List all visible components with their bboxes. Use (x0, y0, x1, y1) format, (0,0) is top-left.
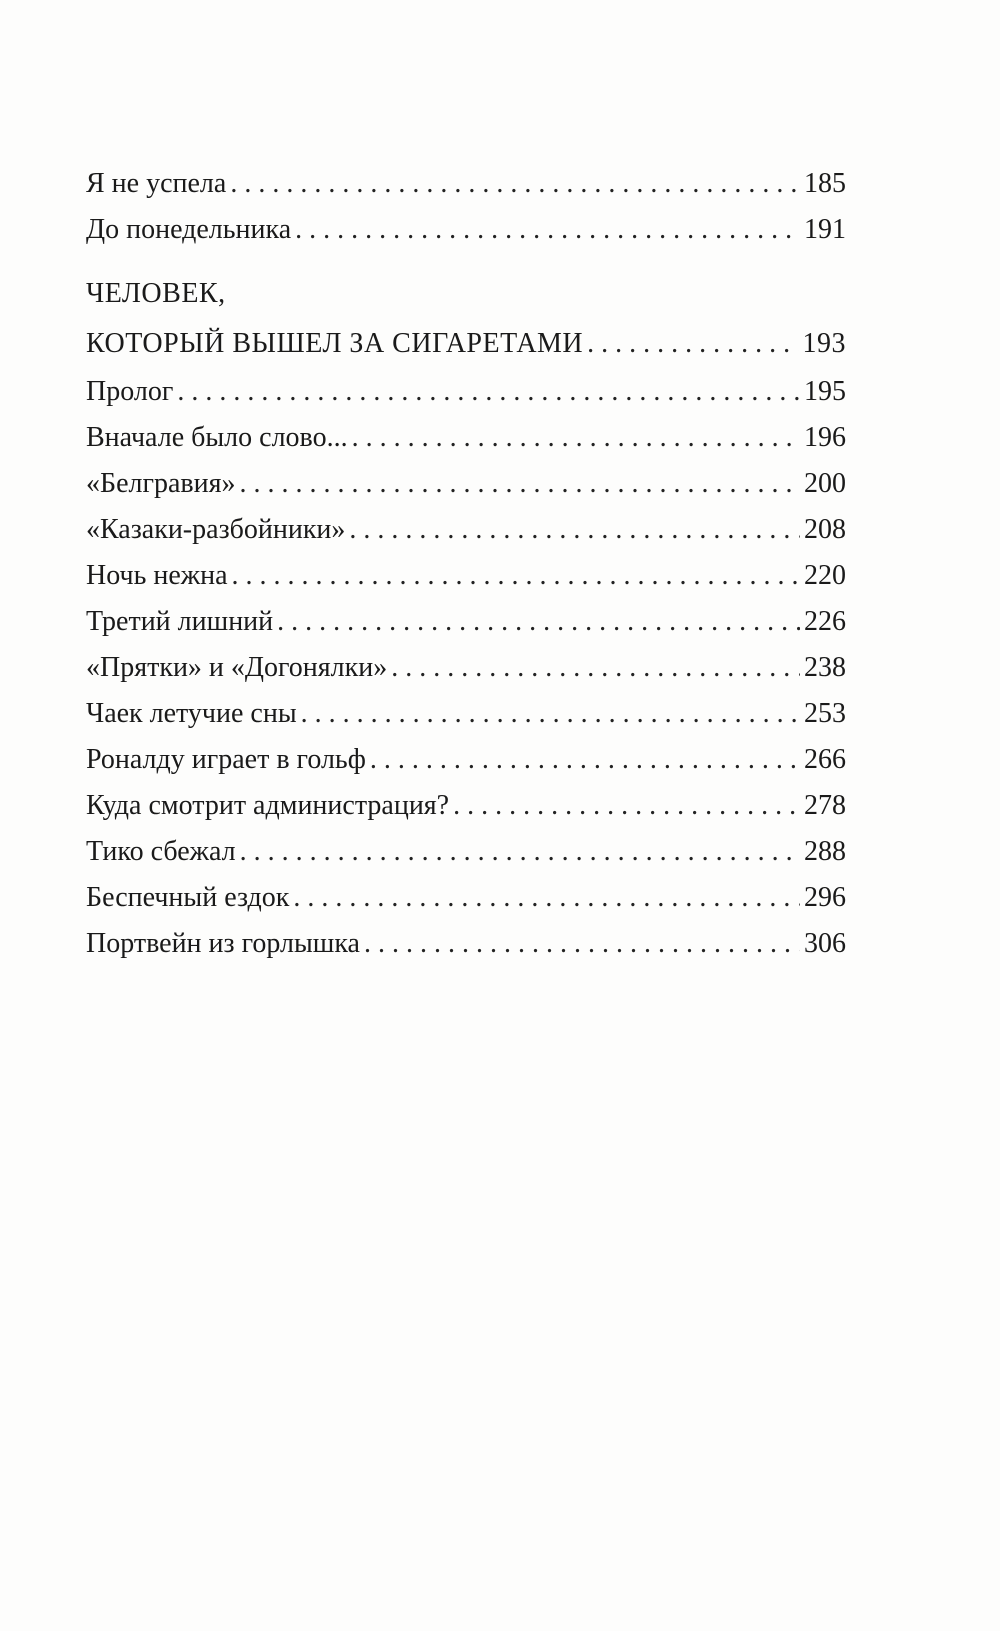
toc-entry-page: 296 (804, 882, 846, 913)
toc-entry-page: 266 (804, 744, 846, 775)
toc-entry (86, 378, 846, 424)
toc-entry-title: Портвейн из горлышка (86, 928, 360, 959)
dot-leader (232, 562, 800, 590)
toc-entry-page: 253 (804, 698, 846, 729)
dot-leader (293, 884, 800, 912)
dot-leader (352, 424, 800, 452)
toc-entry-title: Ночь нежна (86, 560, 228, 591)
section-heading-page: 193 (802, 328, 846, 359)
toc-entry (86, 424, 846, 470)
dot-leader (240, 838, 800, 866)
toc-entry-title: Чаек летучие сны (86, 698, 297, 729)
toc-entry-page: 238 (804, 652, 846, 683)
toc-entry-title: Третий лишний (86, 606, 274, 637)
section-heading-title: КОТОРЫЙ ВЫШЕЛ ЗА СИГАРЕТАМИ (86, 328, 584, 359)
toc-entry (86, 746, 846, 792)
toc-entry-title: «Казаки-разбойники» (86, 514, 346, 545)
table-of-contents-top (86, 170, 846, 262)
dot-leader (349, 516, 800, 544)
table-of-contents-section (86, 280, 846, 976)
toc-entry (86, 884, 846, 930)
dot-leader (587, 330, 798, 358)
toc-entry (86, 838, 846, 884)
toc-entry-page: 200 (804, 468, 846, 499)
dot-leader (295, 216, 800, 244)
section-heading-entry (86, 330, 846, 378)
toc-entry-title: Беспечный ездок (86, 882, 290, 913)
toc-entry (86, 654, 846, 700)
toc-entry-title: «Прятки» и «Догонялки» (86, 652, 388, 683)
toc-entry-page: 195 (804, 376, 846, 407)
toc-entry (86, 470, 846, 516)
toc-entry-title: «Белгравия» (86, 468, 236, 499)
toc-entry (86, 170, 846, 216)
toc-entry-title: Вначале было слово... (86, 422, 348, 453)
toc-entry (86, 700, 846, 746)
toc-entry-page: 196 (804, 422, 846, 453)
section-heading-line1 (86, 280, 846, 330)
toc-entry (86, 792, 846, 838)
toc-entry (86, 216, 846, 262)
dot-leader (364, 930, 800, 958)
toc-entry (86, 516, 846, 562)
toc-entry-title: До понедельника (86, 214, 292, 245)
toc-entry-title: Куда смотрит администрация? (86, 790, 450, 821)
dot-leader (177, 378, 800, 406)
toc-entry-page: 220 (804, 560, 846, 591)
toc-entry-title: Тико сбежал (86, 836, 236, 867)
dot-leader (277, 608, 800, 636)
toc-entry-title: Роналду играет в гольф (86, 744, 366, 775)
toc-entry-page: 306 (804, 928, 846, 959)
toc-entry-page: 191 (804, 214, 846, 245)
section-heading-text: ЧЕЛОВЕК, (86, 278, 226, 309)
toc-entry-page: 278 (804, 790, 846, 821)
dot-leader (301, 700, 800, 728)
dot-leader (370, 746, 800, 774)
toc-entry (86, 930, 846, 976)
toc-entry-page: 288 (804, 836, 846, 867)
dot-leader (453, 792, 800, 820)
toc-entry-page: 185 (804, 168, 846, 199)
toc-entry-title: Пролог (86, 376, 174, 407)
toc-entry (86, 608, 846, 654)
dot-leader (391, 654, 800, 682)
dot-leader (230, 170, 800, 198)
toc-entry (86, 562, 846, 608)
dot-leader (239, 470, 800, 498)
toc-entry-title: Я не успела (86, 168, 227, 199)
toc-entry-page: 208 (804, 514, 846, 545)
toc-entry-page: 226 (804, 606, 846, 637)
